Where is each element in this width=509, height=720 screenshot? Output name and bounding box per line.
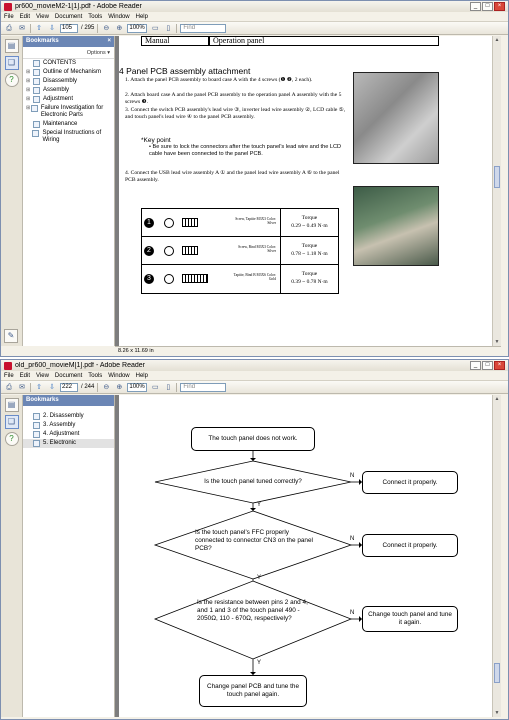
bookmark-label: 5. Electronic — [43, 440, 77, 446]
bookmark-item[interactable] — [23, 68, 114, 77]
attachment-icon[interactable]: ✎ — [4, 329, 18, 343]
email-icon[interactable]: ✉ — [19, 383, 25, 391]
navigation-pane-icons — [1, 36, 23, 346]
torque-table — [141, 208, 339, 294]
bookmark-label: Adjustment — [43, 96, 74, 102]
expand-icon[interactable]: ⊞ — [26, 78, 31, 84]
bookmark-item[interactable] — [23, 439, 114, 448]
menu-bar — [1, 12, 508, 22]
bookmark-label: Special Instructions of Wiring — [42, 130, 102, 143]
toolbar-separator — [176, 383, 177, 392]
zoom-out-icon[interactable]: ⊖ — [103, 24, 110, 32]
bottom-reader-window — [0, 359, 509, 720]
bookmark-list — [23, 412, 114, 448]
bookmark-icon — [33, 96, 40, 103]
toolbar — [1, 381, 508, 394]
page-header-left: Manual — [141, 36, 209, 46]
screw-shaft-icon — [182, 246, 198, 255]
arrowhead — [250, 508, 256, 511]
bookmark-options-button[interactable]: Options ▾ — [23, 47, 114, 59]
zoom-input[interactable]: 100% — [127, 383, 147, 392]
pdf-page — [119, 36, 497, 346]
flowchart-start-box: The touch panel does not work. — [191, 427, 315, 451]
torque-value: 0.29 ~ 0.49 N·m — [291, 223, 328, 229]
bookmark-icon — [33, 78, 40, 85]
close-button[interactable]: × — [494, 361, 505, 370]
screw-description: Screw, Bind M3X3 Color: Silver — [238, 245, 276, 254]
toolbar — [1, 22, 508, 35]
bookmark-item[interactable] — [23, 430, 114, 439]
step-2: 2. Attach board case A and the panel PCB assembly to the operation panel A assembly with the 5 screws ❸. — [125, 92, 342, 105]
bookmark-label: CONTENTS — [43, 60, 76, 66]
print-icon[interactable]: ⎙ — [6, 383, 12, 391]
menu-view[interactable]: View — [36, 372, 49, 379]
bookmark-item[interactable] — [23, 421, 114, 430]
screw-icon — [164, 246, 174, 256]
question-2: Is the touch panel's FFC properly connected to connector CN3 on the panel PCB? — [195, 529, 313, 552]
pdf-page — [119, 395, 497, 717]
pages-icon[interactable]: ▤ — [5, 39, 19, 53]
torque-row — [142, 265, 338, 293]
bookmark-item[interactable] — [23, 95, 114, 104]
menu-document[interactable]: Document — [54, 13, 83, 20]
bookmark-item[interactable] — [23, 120, 114, 129]
menu-help[interactable]: Help — [135, 372, 148, 379]
screw-number-badge: 2 — [144, 246, 154, 256]
title-bar[interactable] — [1, 1, 508, 12]
screw-icon — [164, 218, 174, 228]
page-number-input[interactable]: 222 — [60, 383, 78, 392]
bookmark-icon — [32, 130, 39, 137]
fit-page-icon[interactable]: ▭ — [152, 24, 159, 32]
bookmarks-panel — [23, 395, 115, 717]
bookmarks-panel — [23, 36, 115, 346]
answer-box-1: Connect it properly. — [362, 471, 458, 494]
maximize-button[interactable]: □ — [482, 361, 493, 370]
menu-bar — [1, 371, 508, 381]
yes-label-3: Y — [257, 660, 262, 666]
scroll-thumb[interactable] — [494, 166, 500, 188]
scroll-down-icon[interactable]: ▼ — [494, 710, 500, 716]
fit-width-icon[interactable]: ▯ — [166, 24, 171, 32]
menu-file[interactable]: File — [4, 13, 14, 20]
zoom-input[interactable]: 100% — [127, 24, 147, 33]
yes-label-1: Y — [257, 502, 262, 508]
menu-tools[interactable]: Tools — [88, 372, 103, 379]
expand-icon[interactable]: ⊞ — [26, 87, 31, 93]
no-label-1: N — [350, 473, 355, 479]
torque-label: Torque — [301, 243, 318, 249]
scroll-up-icon[interactable]: ▲ — [494, 396, 500, 402]
find-input[interactable]: Find — [180, 383, 226, 392]
minimize-button[interactable]: _ — [470, 2, 481, 11]
scroll-down-icon[interactable]: ▼ — [494, 339, 500, 345]
bookmark-icon — [33, 69, 40, 76]
bookmark-label: Outline of Mechanism — [43, 69, 102, 75]
email-icon[interactable]: ✉ — [19, 24, 25, 32]
toolbar-separator — [176, 24, 177, 33]
no-label-3: N — [350, 610, 355, 616]
screw-description: Screw, Taptite M3X3 Color: Silver — [235, 217, 276, 226]
print-icon[interactable]: ⎙ — [6, 24, 12, 32]
next-page-icon[interactable]: ⇩ — [49, 24, 55, 32]
status-bar — [115, 346, 501, 356]
bookmark-item[interactable] — [23, 129, 114, 145]
torque-value: 0.39 ~ 0.78 N·m — [291, 279, 328, 285]
screw-icon — [164, 274, 174, 284]
menu-tools[interactable]: Tools — [88, 13, 103, 20]
maximize-button[interactable]: □ — [482, 2, 493, 11]
bookmark-icon — [33, 87, 40, 94]
zoom-out-icon[interactable]: ⊖ — [103, 383, 110, 391]
close-button[interactable]: × — [494, 2, 505, 11]
vertical-scrollbar[interactable] — [492, 395, 501, 717]
bookmark-item[interactable] — [23, 104, 114, 120]
window-title: old_pr600_movieM[1].pdf - Adobe Reader — [15, 362, 145, 369]
bookmark-list — [23, 59, 114, 145]
screw-shaft-icon — [182, 218, 198, 227]
step-3: 3. Connect the switch PCB assembly's lead wire ③, inverter lead wire assembly ②, LCD cable ⑤, and touch panel's lead wire ④ to the panel PCB assembly. — [125, 107, 346, 120]
bookmark-label: Disassembly — [43, 78, 78, 84]
toolbar-separator — [97, 24, 98, 33]
page-number-input[interactable]: 105 — [60, 24, 78, 33]
bookmark-label: 3. Assembly — [43, 422, 76, 428]
yes-label-2: Y — [257, 575, 262, 581]
menu-help[interactable]: Help — [135, 13, 148, 20]
section-title: 4 Panel PCB assembly attachment — [119, 66, 251, 76]
bookmarks-header: Bookmarks × — [23, 36, 114, 47]
bookmark-item[interactable] — [23, 86, 114, 95]
adobe-reader-icon — [4, 362, 12, 370]
bookmarks-icon[interactable]: ❑ — [5, 415, 19, 429]
find-input[interactable]: Find — [180, 24, 226, 33]
bookmarks-header: Bookmarks — [23, 395, 114, 406]
menu-window[interactable]: Window — [108, 13, 130, 20]
page-header-right: Operation panel — [209, 36, 439, 46]
window-title: pr600_movieM2-1[1].pdf - Adobe Reader — [15, 3, 142, 10]
question-1: Is the touch panel tuned correctly? — [204, 478, 302, 485]
bookmark-label: Maintenance — [43, 121, 78, 127]
minimize-button[interactable]: _ — [470, 361, 481, 370]
zoom-in-icon[interactable]: ⊕ — [116, 383, 123, 391]
toolbar-separator — [30, 383, 31, 392]
bookmark-label: Failure Investigation for Electronic Parts — [40, 105, 104, 118]
help-icon[interactable]: ? — [5, 73, 19, 87]
flowchart-end-box: Change panel PCB and tune the touch panel again. — [199, 675, 307, 707]
step-4: 4. Connect the USB lead wire assembly A ① and the panel lead wire assembly A ⑥ to the panel PCB assembly. — [125, 170, 340, 183]
toolbar-separator — [97, 383, 98, 392]
document-view[interactable] — [115, 395, 501, 717]
bookmark-icon — [33, 60, 40, 67]
scroll-up-icon[interactable]: ▲ — [494, 37, 500, 43]
bookmark-icon — [33, 121, 40, 128]
zoom-in-icon[interactable]: ⊕ — [116, 24, 123, 32]
screw-shaft-icon — [182, 274, 208, 283]
expand-icon[interactable]: ⊞ — [26, 105, 31, 111]
pages-icon[interactable]: ▤ — [5, 398, 19, 412]
fit-width-icon[interactable]: ▯ — [166, 383, 171, 391]
torque-row — [142, 209, 338, 237]
bookmark-item[interactable] — [23, 59, 114, 68]
menu-edit[interactable]: Edit — [19, 13, 31, 20]
bookmark-label: Assembly — [43, 87, 70, 93]
no-label-2: N — [350, 536, 355, 542]
screw-description: Taptite, Bind B M3X6 Color: Gold — [233, 273, 276, 282]
bookmarks-icon[interactable]: ❑ — [5, 56, 19, 70]
answer-box-2: Connect it properly. — [362, 534, 458, 557]
step-1: 1. Attach the panel PCB assembly to board case A with the 4 screws (❶ ❷, 2 each). — [125, 77, 313, 83]
bookmark-icon — [33, 440, 40, 447]
expand-icon[interactable]: ⊞ — [26, 69, 31, 75]
toolbar-separator — [30, 24, 31, 33]
key-point-text: • Be sure to lock the connectors after the touch panel's lead wire and the LCD cable have been connected to the panel PCB. — [149, 144, 342, 157]
menu-document[interactable]: Document — [54, 372, 83, 379]
top-reader-window — [0, 0, 509, 357]
menu-window[interactable]: Window — [108, 372, 130, 379]
page-total: / 295 — [81, 25, 95, 31]
bookmark-icon — [33, 422, 40, 429]
question-3: Is the resistance between pins 2 and 4, and 1 and 3 of the touch panel 490 - 2050Ω, 110 - 670Ω, respectively? — [197, 599, 308, 622]
torque-label: Torque — [301, 215, 318, 221]
bookmark-label: 4. Adjustment — [43, 431, 80, 437]
title-bar[interactable] — [1, 360, 508, 371]
expand-icon[interactable]: ⊞ — [26, 96, 31, 102]
menu-edit[interactable]: Edit — [19, 372, 31, 379]
page-size-status: 8.26 x 11.69 in — [118, 348, 154, 354]
page-total: / 244 — [81, 384, 95, 390]
next-page-icon[interactable]: ⇩ — [49, 383, 55, 391]
menu-view[interactable]: View — [36, 13, 49, 20]
previous-page-icon[interactable]: ⇧ — [36, 24, 42, 32]
close-panel-icon[interactable]: × — [107, 38, 111, 44]
previous-page-icon[interactable]: ⇧ — [36, 383, 42, 391]
fit-page-icon[interactable]: ▭ — [152, 383, 159, 391]
screw-number-badge: 3 — [144, 274, 154, 284]
vertical-scrollbar[interactable] — [492, 36, 501, 346]
adobe-reader-icon — [4, 3, 12, 11]
answer-box-3: Change touch panel and tune it again. — [362, 606, 458, 632]
bookmark-item[interactable] — [23, 77, 114, 86]
torque-label: Torque — [301, 271, 318, 277]
scroll-thumb[interactable] — [494, 663, 500, 683]
bookmark-item[interactable] — [23, 412, 114, 421]
torque-row — [142, 237, 338, 265]
document-view[interactable] — [115, 36, 501, 346]
help-icon[interactable]: ? — [5, 432, 19, 446]
arrowhead — [250, 458, 256, 461]
torque-value: 0.78 ~ 1.18 N·m — [291, 251, 328, 257]
bookmark-icon — [31, 105, 38, 112]
bookmark-icon — [33, 431, 40, 438]
key-point-title: *Key point — [141, 137, 171, 144]
navigation-pane-icons — [1, 395, 23, 717]
screw-number-badge: 1 — [144, 218, 154, 228]
pcb-photo-bottom — [353, 186, 439, 266]
menu-file[interactable]: File — [4, 372, 14, 379]
bookmark-label: 2. Disassembly — [43, 413, 84, 419]
bookmark-icon — [33, 413, 40, 420]
pcb-photo-top — [353, 72, 439, 164]
